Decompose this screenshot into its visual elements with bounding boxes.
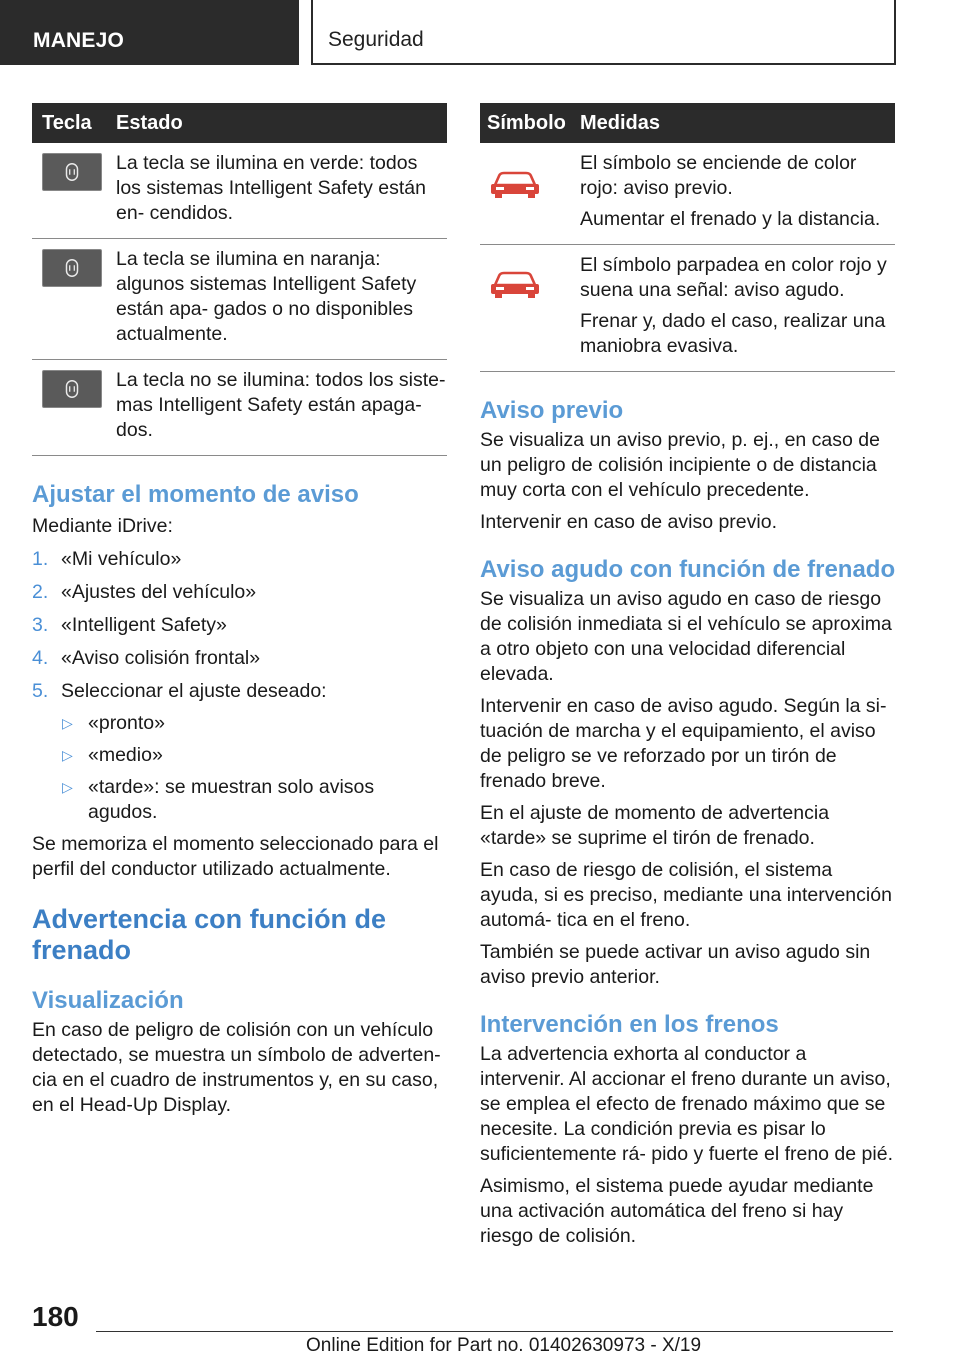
key-state-text: La tecla no se ilumina: todos los siste- mas Intelligent Safety están apaga- dos. bbox=[116, 360, 447, 456]
car-warning-icon bbox=[485, 263, 545, 303]
timing-options-list bbox=[32, 711, 447, 825]
symbol-measure-text: El símbolo parpadea en color rojo y suena una señal: aviso agudo. bbox=[580, 254, 887, 301]
car-warning-icon bbox=[485, 163, 545, 203]
list-item: 4. «Aviso colisión frontal» bbox=[32, 647, 261, 669]
pre-warning-heading: Aviso previo bbox=[480, 397, 624, 424]
page-number: 180 bbox=[32, 1301, 79, 1332]
list-item: 2. «Ajustes del vehículo» bbox=[32, 581, 257, 603]
list-item: 1. «Mi vehículo» bbox=[32, 548, 182, 570]
table-row bbox=[32, 143, 447, 239]
table-row bbox=[32, 239, 447, 360]
table-row bbox=[480, 245, 895, 372]
symbol-measure-text: El símbolo se enciende de color rojo: aviso previo. bbox=[580, 152, 857, 199]
intelligent-safety-key-icon bbox=[42, 153, 102, 191]
key-table-header-key: Tecla bbox=[32, 103, 116, 143]
list-item: ▷ «medio» bbox=[62, 744, 163, 766]
table-row bbox=[32, 360, 447, 456]
header-chapter-tab bbox=[311, 0, 896, 65]
list-item: 3. «Intelligent Safety» bbox=[32, 614, 227, 636]
acute-warning-late-note: En el ajuste de momento de advertencia «tarde» se suprime el tirón de frenado. bbox=[480, 802, 830, 849]
warning-time-heading: Ajustar el momento de aviso bbox=[32, 481, 359, 508]
symbol-measures-table bbox=[480, 103, 895, 372]
brake-intervention-text: La advertencia exhorta al conductor a intervenir. Al accionar el freno durante un aviso, se emplea el efecto de frenado máximo que se necesite. La condición previa es pisar lo suficientemente rá- pido y fuerte el freno de pié. bbox=[480, 1043, 893, 1165]
list-item: 5. Seleccionar el ajuste deseado: bbox=[32, 680, 327, 702]
acute-warning-no-pre-note: También se puede activar un aviso agudo sin aviso previo anterior. bbox=[480, 941, 871, 988]
intelligent-safety-key-icon bbox=[42, 249, 102, 287]
symbol-table-header-symbol: Símbolo bbox=[480, 103, 580, 143]
symbol-table-header-measures: Medidas bbox=[580, 103, 895, 143]
key-state-text: La tecla se ilumina en verde: todos los sistemas Intelligent Safety están en- cendidos. bbox=[116, 143, 447, 239]
acute-warning-text: Se visualiza un aviso agudo en caso de riesgo de colisión inmediata si el vehículo se aproxima a otro objeto con una velocidad diferencial elevada. bbox=[480, 588, 892, 685]
symbol-table-header-row bbox=[480, 103, 895, 143]
left-column bbox=[32, 103, 447, 1118]
triangle-bullet-icon: ▷ bbox=[62, 747, 73, 763]
idrive-steps-list bbox=[32, 547, 447, 704]
header-chapter-label: Seguridad bbox=[328, 28, 424, 51]
acute-warning-brake-note: En caso de riesgo de colisión, el sistema ayuda, si es preciso, mediante una intervención automá- tica en el freno. bbox=[480, 859, 892, 931]
header-section-label: MANEJO bbox=[33, 29, 125, 52]
display-text: En caso de peligro de colisión con un vehículo detectado, se muestra un símbolo de adverten- cia en el cuadro de instrumentos y, en su caso, en el Head-Up Display. bbox=[32, 1019, 441, 1116]
triangle-bullet-icon: ▷ bbox=[62, 779, 73, 795]
pre-warning-text: Se visualiza un aviso previo, p. ej., en caso de un peligro de colisión incipiente o de distancia muy corta con el vehículo precedente. bbox=[480, 429, 880, 501]
key-table-header-state: Estado bbox=[116, 103, 447, 143]
acute-warning-heading: Aviso agudo con función de frenado bbox=[480, 556, 896, 583]
table-row bbox=[480, 143, 895, 245]
list-item: ▷ «pronto» bbox=[62, 712, 165, 734]
triangle-bullet-icon: ▷ bbox=[62, 715, 73, 731]
intelligent-safety-key-icon bbox=[42, 370, 102, 408]
acute-warning-action: Intervenir en caso de aviso agudo. Según la si- tuación de marcha y el equipamiento, el aviso de peligro se ve reforzado por un tirón de frenado breve. bbox=[480, 695, 887, 792]
brake-intervention-heading: Intervención en los frenos bbox=[480, 1011, 779, 1038]
list-item: ▷ «tarde»: se muestran solo avisos agudos. bbox=[62, 776, 375, 823]
key-state-text: La tecla se ilumina en naranja: algunos sistemas Intelligent Safety están apa- gados o no disponibles actualmente. bbox=[116, 239, 447, 360]
header-section-tab bbox=[0, 0, 299, 65]
edition-note: Online Edition for Part no. 01402630973 - X/19 bbox=[306, 1335, 702, 1356]
brake-intervention-auto: Asimismo, el sistema puede ayudar mediante una activación automática del freno si hay riesgo de colisión. bbox=[480, 1175, 874, 1247]
warning-time-note: Se memoriza el momento seleccionado para el perfil del conductor utilizado actualmente. bbox=[32, 833, 439, 880]
warning-time-intro: Mediante iDrive: bbox=[32, 515, 173, 537]
pre-warning-action: Intervenir en caso de aviso previo. bbox=[480, 511, 777, 533]
symbol-measure-action: Aumentar el frenado y la distancia. bbox=[580, 208, 881, 230]
footer-divider bbox=[96, 1331, 893, 1332]
braking-warning-heading: Advertencia con función de frenado bbox=[32, 904, 387, 965]
symbol-measure-action: Frenar y, dado el caso, realizar una maniobra evasiva. bbox=[580, 310, 886, 357]
display-heading: Visualización bbox=[32, 987, 184, 1014]
right-column bbox=[480, 103, 895, 1249]
key-table-header-row bbox=[32, 103, 447, 143]
key-status-table bbox=[32, 103, 447, 456]
